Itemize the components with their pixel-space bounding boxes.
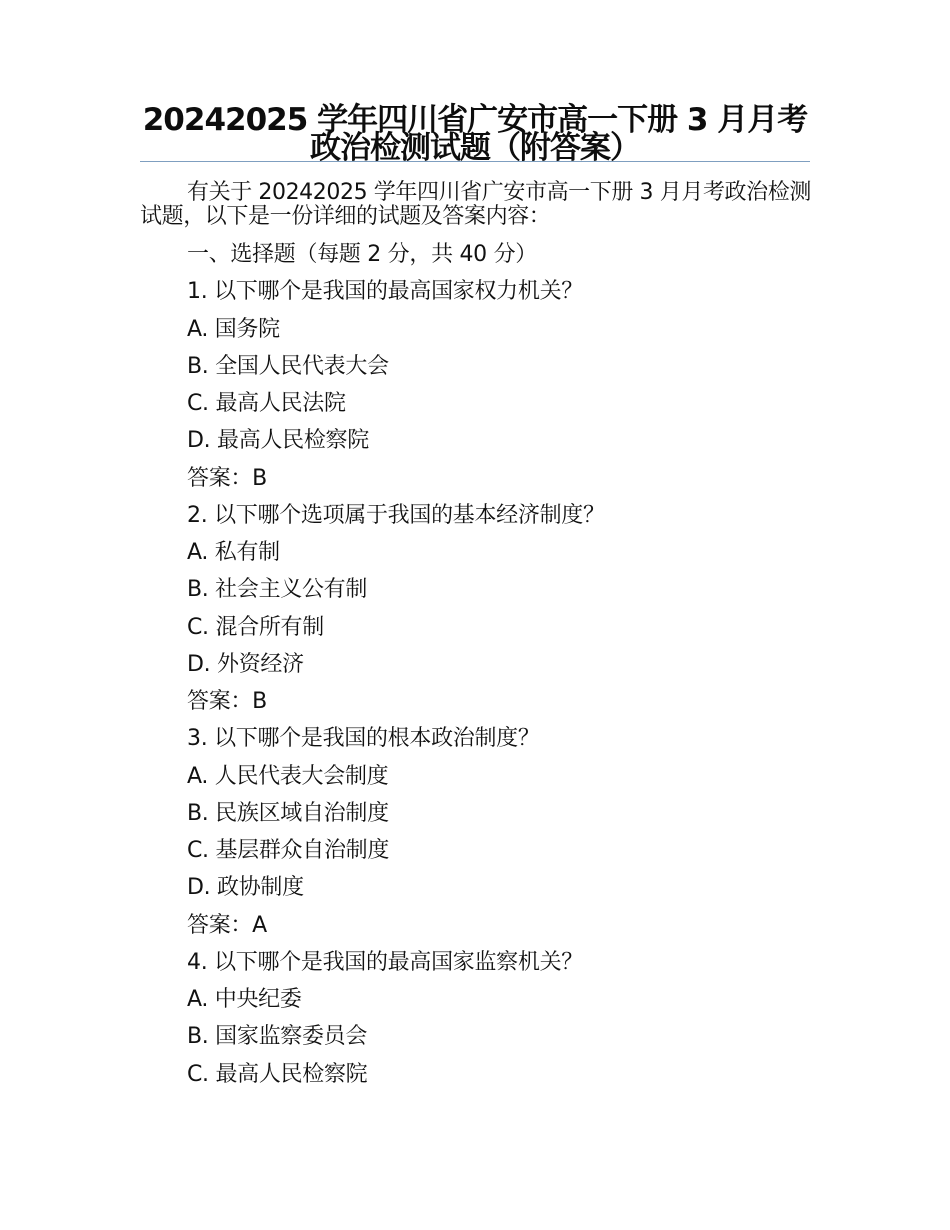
intro-paragraph: 有关于 20242025 学年四川省广安市高一下册 3 月月考政治检测试题，以下是一份详细的试题及答案内容：: [140, 180, 811, 229]
question-1-option-b: B. 全国人民代表大会: [187, 353, 389, 379]
question-1-option-c: C. 最高人民法院: [187, 391, 346, 416]
question-3-answer: 答案：A: [187, 912, 267, 938]
question-4-option-a: A. 中央纪委: [187, 987, 302, 1012]
question-1-option-a: A. 国务院: [187, 316, 280, 342]
question-2-option-d: D. 外资经济: [187, 651, 304, 677]
question-1-option-d: D. 最高人民检察院: [187, 428, 369, 454]
title-underline: [140, 161, 810, 162]
question-1-stem: 1. 以下哪个是我国的最高国家权力机关？: [187, 279, 583, 305]
question-2-answer: 答案：B: [187, 689, 267, 714]
question-3-stem: 3. 以下哪个是我国的根本政治制度？: [187, 726, 540, 752]
question-4-stem: 4. 以下哪个是我国的最高国家监察机关？: [187, 949, 583, 975]
section-heading: 一、选择题（每题 2 分，共 40 分）: [187, 242, 537, 267]
question-list: [187, 236, 807, 1093]
question-3-option-b: B. 民族区域自治制度: [187, 800, 389, 826]
document-title: 20242025 学年四川省广安市高一下册 3 月月考政治检测试题（附答案）: [142, 102, 808, 166]
question-3-option-c: C. 基层群众自治制度: [187, 838, 390, 863]
question-4-option-c: C. 最高人民检察院: [187, 1061, 368, 1087]
question-3-option-d: D. 政协制度: [187, 875, 304, 901]
question-2-option-c: C. 混合所有制: [187, 614, 324, 640]
question-3-option-a: A. 人民代表大会制度: [187, 763, 389, 789]
question-2-option-a: A. 私有制: [187, 540, 280, 565]
question-1-answer: 答案：B: [187, 465, 267, 491]
question-4-option-b: B. 国家监察委员会: [187, 1024, 368, 1050]
question-2-option-b: B. 社会主义公有制: [187, 577, 368, 603]
question-2-stem: 2. 以下哪个选项属于我国的基本经济制度？: [187, 502, 605, 528]
